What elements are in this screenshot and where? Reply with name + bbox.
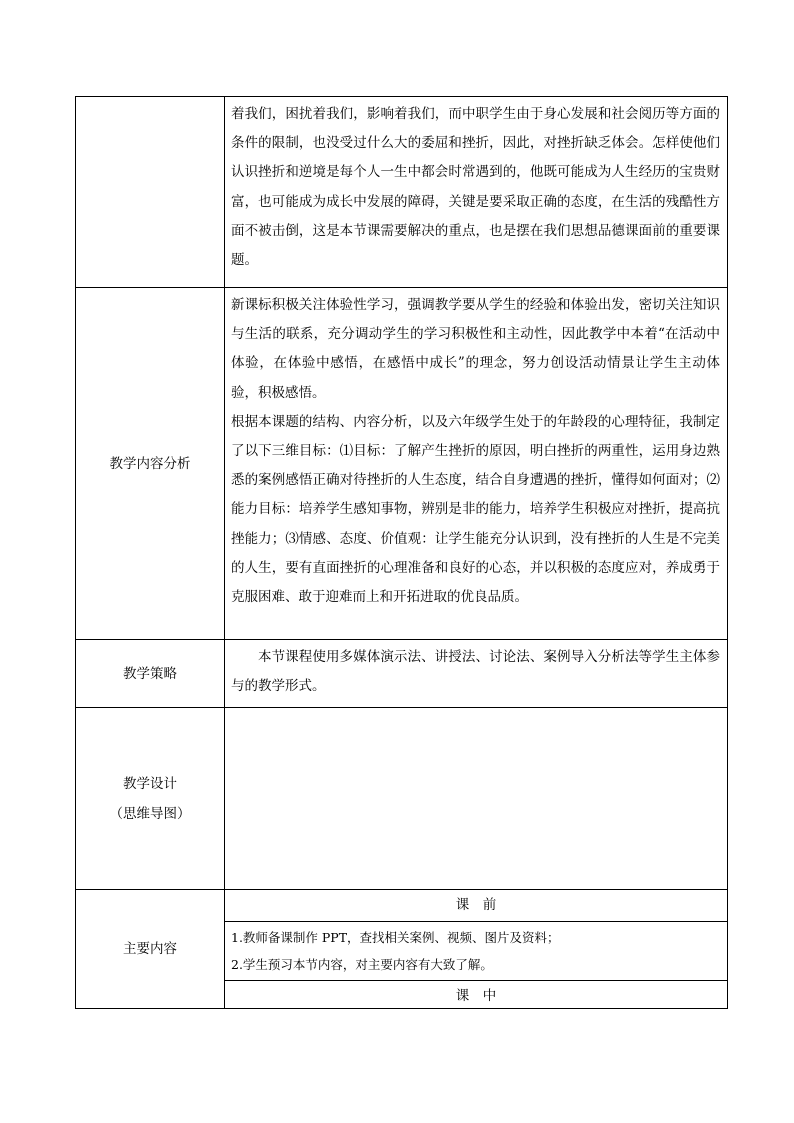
content-analysis-label-text: 教学内容分析 [109,455,191,472]
row-background [75,96,728,287]
main-content-label-text: 主要内容 [123,941,177,957]
teaching-strategy-label-text: 教学策略 [123,665,177,682]
main-content-label [76,890,225,1008]
teaching-strategy-text [225,640,727,707]
row-teaching-design [75,707,728,889]
before-class-heading: 课 前 [225,890,727,922]
background-text [225,97,727,287]
content-analysis-text [225,288,727,639]
row-label-empty [76,97,225,287]
before-class-item-2: 2.学生预习本节内容，对主要内容有大致了解。 [231,957,493,972]
teaching-strategy-paragraph: 本节课程使用多媒体演示法、讲授法、讨论法、案例导入分析法等学生主体参与的教学形式。 [231,649,720,695]
background-paragraph: 着我们，困扰着我们，影响着我们，而中职学生由于身心发展和社会阅历等方面的条件的限制，也没受过什么大的委屈和挫折，因此，对挫折缺乏体会。怎样使他们认识挫折和逆境是每个人一生中都会时常遇到的，他既可能成为人生经历的宝贵财富，也可能成为成长中发展的障碍，关键是要采取正确的态度，在生活的残酷性方面不被击倒，这是本节课需要解决的重点，也是摆在我们思想品德课面前的重要课题。 [231,106,720,269]
teaching-design-label-line1: 教学设计 [123,775,177,792]
before-class-items [225,922,727,981]
content-analysis-paragraph-1: 新课标积极关注体验性学习，强调教学要从学生的经验和体验出发，密切关注知识与生活的联系，充分调动学生的学习积极性和主动性，因此教学中本着“在活动中体验，在体验中感悟，在感悟中成长”的理念，努力创设活动情景让学生主动体验，积极感悟。 [231,297,720,401]
content-analysis-label [76,288,225,639]
teaching-strategy-label [76,640,225,707]
teaching-design-label-line2: （思维导图） [109,805,191,822]
row-content-analysis [75,287,728,639]
before-class-item-1: 1.教师备课制作 PPT，查找相关案例、视频、图片及资料； [231,930,560,945]
content-analysis-paragraph-2: 根据本课题的结构、内容分析，以及六年级学生处于的年龄段的心理特征，我制定了以下三维目标：⑴目标：了解产生挫折的原因，明白挫折的两重性，运用身边熟悉的案例感悟正确对待挫折的人生态度，结合自身遭遇的挫折，懂得如何面对；⑵能力目标：培养学生感知事物，辨别是非的能力，培养学生积极应对挫折，提高抗挫能力；⑶情感、态度、价值观：让学生能充分认识到，没有挫折的人生是不完美的人生，要有直面挫折的心理准备和良好的心态，并以积极的态度应对，养成勇于克服困难、敢于迎难而上和开拓进取的优良品质。 [231,413,720,606]
row-teaching-strategy [75,639,728,707]
during-class-heading: 课 中 [455,988,497,1004]
teaching-design-label [76,708,225,889]
teaching-design-area [225,708,727,889]
lesson-plan-table [75,96,728,1009]
main-content-stack [225,890,727,1008]
row-main-content [75,889,728,1009]
